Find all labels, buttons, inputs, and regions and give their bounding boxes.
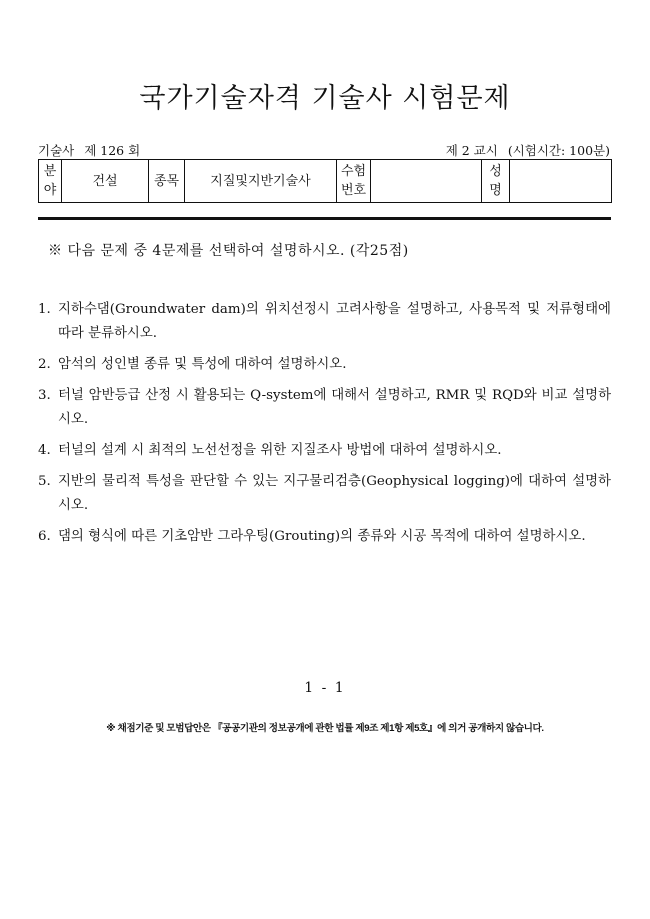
question-item <box>38 439 611 463</box>
field-value: 건설 <box>92 173 118 189</box>
question-text: 암석의 성인별 종류 및 특성에 대하여 설명하시오. <box>58 357 347 372</box>
question-text: 터널의 설계 시 최적의 노선선정을 위한 지질조사 방법에 대하여 설명하시오. <box>58 443 502 458</box>
name-label: 성명 <box>489 164 502 198</box>
exam-round: 제 126 회 <box>84 143 141 158</box>
question-item <box>38 384 611 432</box>
exam-number-value-cell[interactable] <box>371 160 482 203</box>
exam-info-line <box>38 141 610 157</box>
question-text: 터널 암반등급 산정 시 활용되는 Q-system에 대해서 설명하고, RMR 및 RQD와 비교 설명하시오. <box>58 388 611 427</box>
divider-rule <box>38 217 611 220</box>
question-number: 3. <box>38 388 51 403</box>
question-item <box>38 298 611 346</box>
exam-info-right <box>440 141 610 159</box>
footer-note: ※ 채점기준 및 모범답안은 『공공기관의 정보공개에 관한 법률 제9조 제1항 제5호』에 의거 공개하지 않습니다. <box>106 723 544 734</box>
question-list <box>38 298 611 556</box>
name-value-cell[interactable] <box>510 160 612 203</box>
question-item <box>38 470 611 518</box>
item-value-cell <box>185 160 337 203</box>
question-item <box>38 353 611 377</box>
field-label-cell <box>39 160 62 203</box>
page-title: 국가기술자격 기술사 시험문제 <box>139 83 511 115</box>
question-number: 1. <box>38 302 51 317</box>
exam-header-table <box>38 159 612 203</box>
question-text: 지하수댐(Groundwater dam)의 위치선정시 고려사항을 설명하고, 사용목적 및 저류형태에 따라 분류하시오. <box>58 302 611 341</box>
field-value-cell <box>62 160 149 203</box>
question-text: 지반의 물리적 특성을 판단할 수 있는 지구물리검층(Geophysical logging)에 대하여 설명하시오. <box>58 474 611 513</box>
exam-period: 제 2 교시 <box>445 143 498 158</box>
exam-number-label-cell <box>337 160 371 203</box>
exam-info-left <box>38 141 146 159</box>
exam-time: (시험시간: 100분) <box>507 143 610 158</box>
name-label-cell <box>482 160 510 203</box>
exam-number-label: 수험번호 <box>340 164 367 198</box>
item-label-cell <box>149 160 185 203</box>
exam-category: 기술사 <box>38 143 75 158</box>
page-number: 1 - 1 <box>304 680 346 696</box>
question-number: 4. <box>38 443 51 458</box>
question-text: 댐의 형식에 따른 기초암반 그라우팅(Grouting)의 종류와 시공 목적에 대하여 설명하시오. <box>58 529 586 544</box>
item-value: 지질및지반기술사 <box>210 173 311 189</box>
instruction-text: ※ 다음 문제 중 4문제를 선택하여 설명하시오. (각25점) <box>48 243 409 259</box>
question-number: 5. <box>38 474 51 489</box>
field-label: 분야 <box>43 164 57 198</box>
question-number: 2. <box>38 357 51 372</box>
question-number: 6. <box>38 529 51 544</box>
question-item <box>38 525 611 549</box>
item-label: 종목 <box>153 173 180 189</box>
